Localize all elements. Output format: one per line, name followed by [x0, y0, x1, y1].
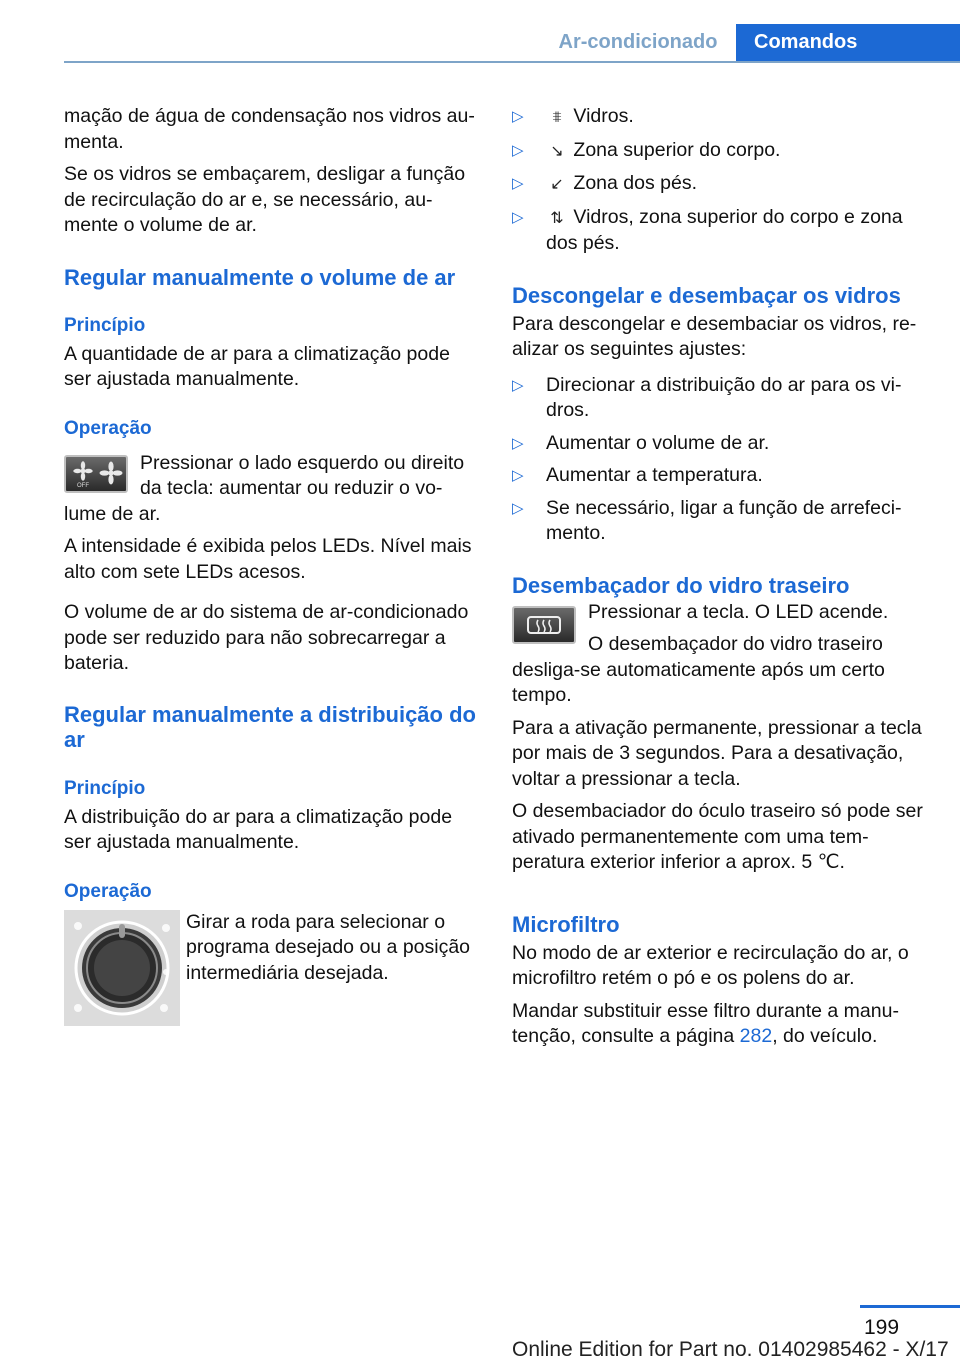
paragraph-condensation: mação de água de condensação nos vidros au- menta. [64, 105, 475, 153]
list-item-all-zones [512, 205, 926, 257]
list-item-text: Zona superior do corpo. [573, 138, 781, 161]
list-item-increase-volume: ▷ Aumentar o volume de ar. [512, 431, 926, 457]
heading-principle-2: Princípio [64, 777, 146, 799]
heading-principle-1: Princípio [64, 314, 146, 336]
list-item-cooling: ▷ Se necessário, ligar a função de arrefeci-mento. [512, 496, 926, 547]
page-number: 199 [864, 1316, 900, 1339]
rear-defrost-icon [514, 608, 574, 642]
heading-microfilter: Microfiltro [512, 911, 620, 937]
feet-icon: ↙ [550, 176, 564, 193]
heading-air-volume: Regular manualmente o volume de ar [64, 264, 456, 290]
heading-air-distribution: Regular manualmente a distribuição do ar [64, 701, 476, 752]
paragraph-rear-auto: O desembaçador do vidro traseiro [588, 632, 883, 655]
paragraph-permanent: Para a ativação permanente, pressionar a tecla por mais de 3 segundos. Para a desativação, voltar a pressionar a tecla. [512, 716, 922, 790]
header-rule [64, 61, 960, 63]
fan-icon [66, 457, 126, 491]
paragraph-fogging: Se os vidros se embaçarem, desligar a função de recirculação do ar e, se necessário, au-mente o volume de ar. [64, 163, 466, 236]
replace-filter-text-end: , do veículo. [772, 1025, 878, 1047]
paragraph-operation-2: Girar a roda para selecionar o programa desejado ou a posição intermediária desejada. [186, 910, 471, 984]
heading-operation-1: Operação [64, 417, 152, 439]
list-item-direct-air: ▷ Direcionar a distribuição do ar para os vi-dros. [512, 373, 926, 424]
footer-edition: Online Edition for Part no. 01402985462 - X/17 [512, 1338, 949, 1361]
right-column [512, 104, 926, 1050]
paragraph-leds: A intensidade é exibida pelos LEDs. Nível mais alto com sete LEDs acesos. [64, 535, 472, 583]
list-item-text: Vidros. [573, 105, 634, 127]
paragraph-battery: O volume de ar do sistema de ar-condicionado pode ser reduzido para não sobrecarregar a bateria. [64, 601, 469, 674]
windshield-icon: ⩨ [552, 109, 562, 126]
svg-text:OFF: OFF [77, 482, 89, 489]
left-column [64, 104, 480, 1028]
header-chapter-tab: Comandos [736, 24, 960, 61]
list-item-increase-temp: ▷ Aumentar a temperatura. [512, 463, 926, 489]
heading-operation-2: Operação [64, 880, 152, 902]
paragraph-principle-2: A distribuição do ar para a climatização pode ser ajustada manualmente. [64, 805, 453, 853]
heading-defrost: Descongelar e desembaçar os vidros [512, 282, 901, 308]
header-section-tab: Ar-condicionado [558, 31, 718, 53]
list-item-windshield [512, 104, 926, 131]
upper-body-icon: ↘ [550, 142, 564, 160]
page-reference-link[interactable]: 282 [739, 1025, 773, 1047]
list-item-feet [512, 171, 926, 198]
paragraph-rear-auto-cont: desliga-se automaticamente após um certo tempo. [512, 658, 885, 706]
all-zones-icon: ⇅ [550, 209, 564, 227]
paragraph-operation-1: Pressionar o lado esquerdo ou direito da tecla: aumentar ou reduzir o vo- [140, 451, 465, 499]
paragraph-rear-window: O desembaciador do óculo traseiro só pode ser ativado permanentemente com uma tem-peratura exterior inferior a aprox. 5 ℃. [512, 800, 923, 873]
list-item-upper-body [512, 138, 926, 165]
paragraph-replace-filter [512, 999, 926, 1050]
paragraph-defrost: Para descongelar e desembaciar os vidros, re-alizar os seguintes ajustes: [512, 312, 917, 360]
footer-rule [860, 1305, 960, 1308]
distribution-dial-image [64, 910, 180, 1026]
paragraph-principle-1: A quantidade de ar para a climatização pode ser ajustada manualmente. [64, 342, 450, 390]
replace-filter-text: Mandar substituir esse filtro durante a manu-tenção, consulte a página [512, 999, 899, 1047]
fan-button-image [64, 455, 128, 493]
paragraph-operation-1-cont: lume de ar. [64, 502, 161, 525]
paragraph-microfilter: No modo de ar exterior e recirculação do ar, o microfiltro retém o pó e os polens do ar. [512, 941, 909, 989]
paragraph-rear-press: Pressionar a tecla. O LED acende. [588, 600, 889, 623]
rear-defrost-button-image [512, 606, 576, 644]
list-item-text: Zona dos pés. [573, 172, 698, 194]
heading-rear-defroster: Desembaçador do vidro traseiro [512, 572, 850, 598]
dial-icon [64, 910, 180, 1026]
list-item-text: Vidros, zona superior do corpo e zona dos pés. [546, 205, 903, 254]
